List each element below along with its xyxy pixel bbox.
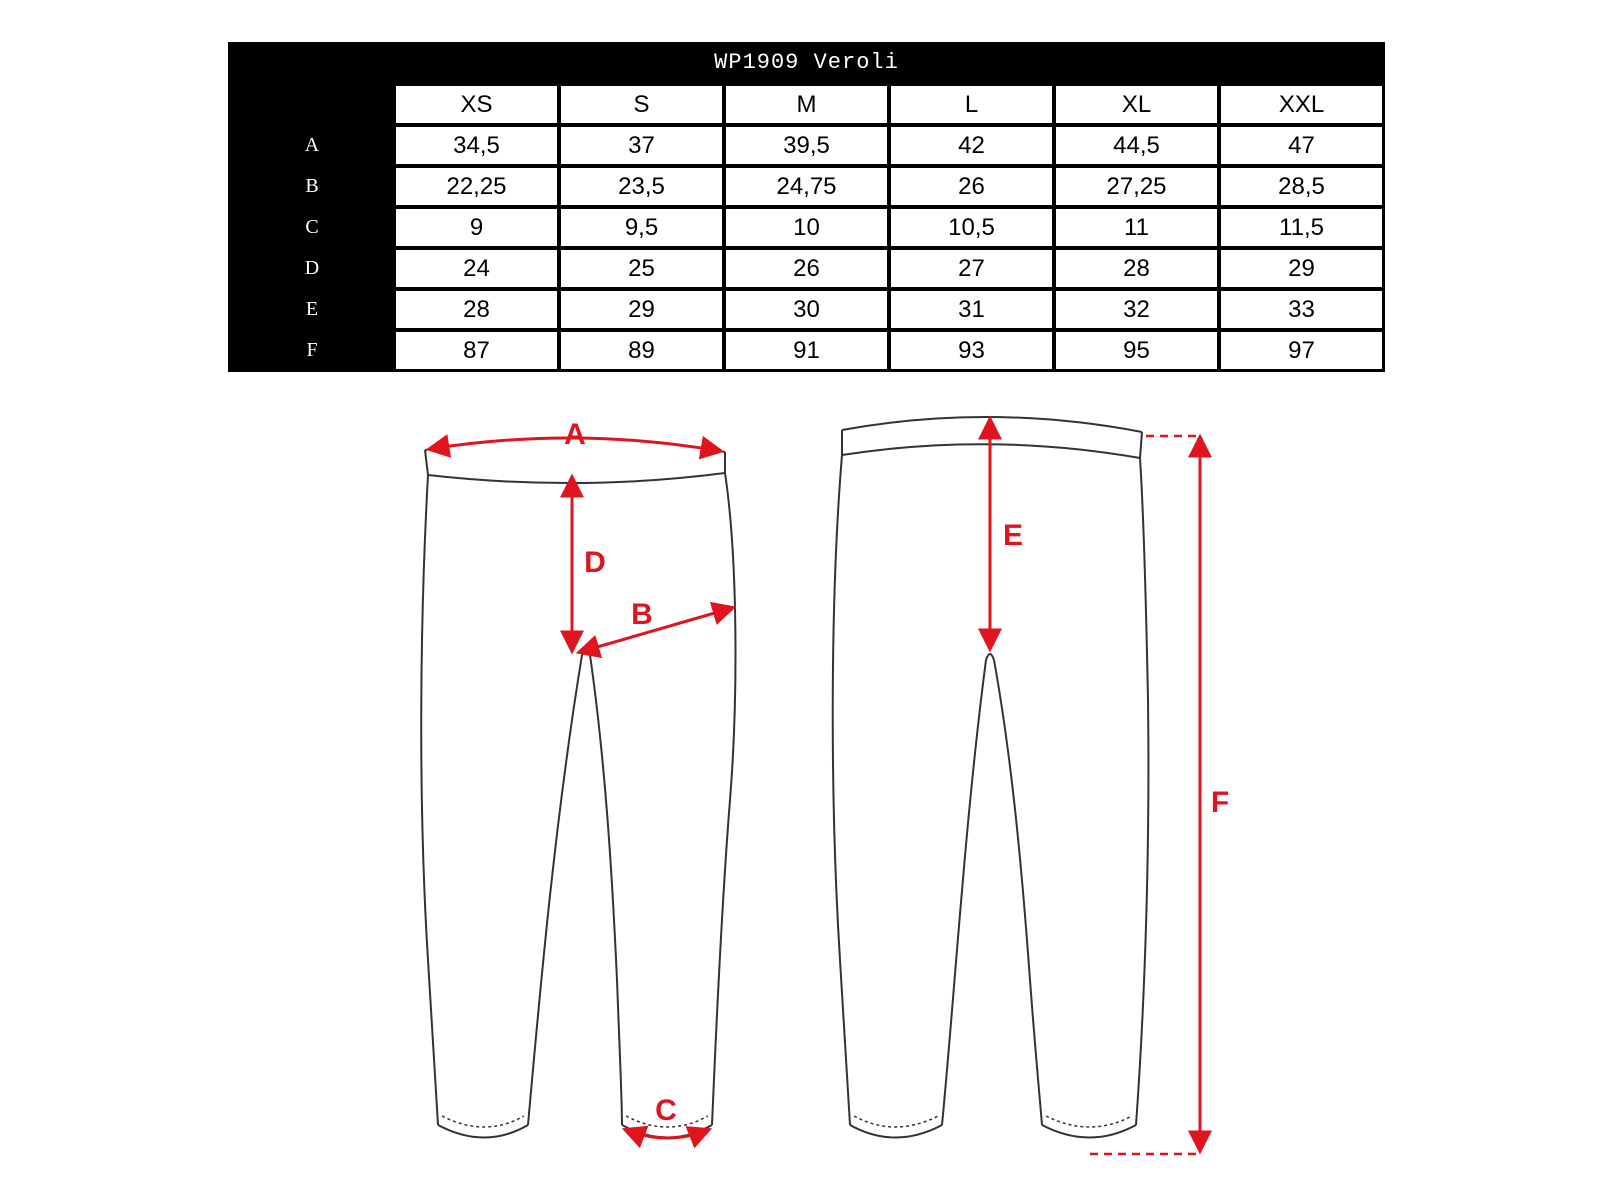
- front-right-inseam: [590, 655, 622, 1125]
- table-cell: 25: [561, 250, 722, 287]
- row-label-b: B: [305, 175, 319, 197]
- table-cell: 23,5: [561, 168, 722, 205]
- front-waistband-left: [425, 450, 428, 475]
- back-left-outseam: [833, 455, 850, 1125]
- back-right-hem-stitch: [1046, 1116, 1132, 1127]
- trousers-front-view: [421, 438, 735, 1138]
- row-label-f: F: [306, 339, 318, 361]
- table-cell: 22,25: [396, 168, 557, 205]
- front-left-hem-stitch: [442, 1116, 524, 1127]
- back-right-inseam: [994, 660, 1042, 1125]
- label-d: D: [584, 546, 606, 579]
- front-right-outseam: [712, 473, 735, 1125]
- table-cell: 26: [726, 250, 887, 287]
- back-right-outseam: [1136, 458, 1148, 1125]
- label-e: E: [1002, 519, 1024, 552]
- table-cell: 29: [1221, 250, 1382, 287]
- table-cell: 10,5: [891, 209, 1052, 246]
- table-cell: 39,5: [726, 127, 887, 164]
- label-f: F: [1210, 786, 1230, 819]
- row-label-e: E: [305, 298, 319, 320]
- table-cell: 27,25: [1056, 168, 1217, 205]
- measurement-arrows: [430, 420, 1200, 1154]
- back-crotch: [986, 654, 994, 660]
- table-cell: 11,5: [1221, 209, 1382, 246]
- arrow-b: [580, 608, 732, 652]
- table-cell: 11: [1056, 209, 1217, 246]
- label-b: B: [631, 598, 653, 631]
- table-cell: 9,5: [561, 209, 722, 246]
- table-cell: 44,5: [1056, 127, 1217, 164]
- table-cell: 95: [1056, 332, 1217, 369]
- table-cell: 24,75: [726, 168, 887, 205]
- table-cell: 30: [726, 291, 887, 328]
- front-left-outseam: [421, 475, 438, 1125]
- table-cell: 31: [891, 291, 1052, 328]
- front-waistband-bottom: [428, 473, 725, 483]
- table-cell: 28,5: [1221, 168, 1382, 205]
- table-cell: 87: [396, 332, 557, 369]
- table-cell: 97: [1221, 332, 1382, 369]
- table-cell: 26: [891, 168, 1052, 205]
- table-cell: 47: [1221, 127, 1382, 164]
- back-left-hem-stitch: [854, 1116, 938, 1127]
- table-cell: 9: [396, 209, 557, 246]
- back-waistband-right: [1140, 432, 1142, 458]
- row-label-a: A: [304, 134, 320, 156]
- size-header-xxl: XXL: [1221, 86, 1382, 123]
- table-cell: 28: [1056, 250, 1217, 287]
- table-cell: 28: [396, 291, 557, 328]
- row-label-d: D: [304, 257, 320, 279]
- back-waistband-top: [842, 417, 1142, 432]
- table-cell: 89: [561, 332, 722, 369]
- table-cell: 42: [891, 127, 1052, 164]
- table-cell: 29: [561, 291, 722, 328]
- row-label-c: C: [305, 216, 319, 238]
- size-header-xs: XS: [396, 86, 557, 123]
- table-cell: 10: [726, 209, 887, 246]
- table-cell: 27: [891, 250, 1052, 287]
- table-cell: 37: [561, 127, 722, 164]
- label-a: A: [564, 418, 586, 451]
- front-left-inseam: [528, 655, 582, 1125]
- table-cell: 93: [891, 332, 1052, 369]
- table-cell: 34,5: [396, 127, 557, 164]
- size-header-l: L: [891, 86, 1052, 123]
- label-c: C: [655, 1094, 677, 1127]
- back-left-inseam: [942, 660, 986, 1125]
- size-header-m: M: [726, 86, 887, 123]
- arrow-c: [626, 1130, 708, 1138]
- table-title: WP1909 Veroli: [714, 50, 899, 75]
- size-header-s: S: [561, 86, 722, 123]
- table-cell: 33: [1221, 291, 1382, 328]
- size-header-xl: XL: [1056, 86, 1217, 123]
- table-cell: 24: [396, 250, 557, 287]
- table-cell: 91: [726, 332, 887, 369]
- table-cell: 32: [1056, 291, 1217, 328]
